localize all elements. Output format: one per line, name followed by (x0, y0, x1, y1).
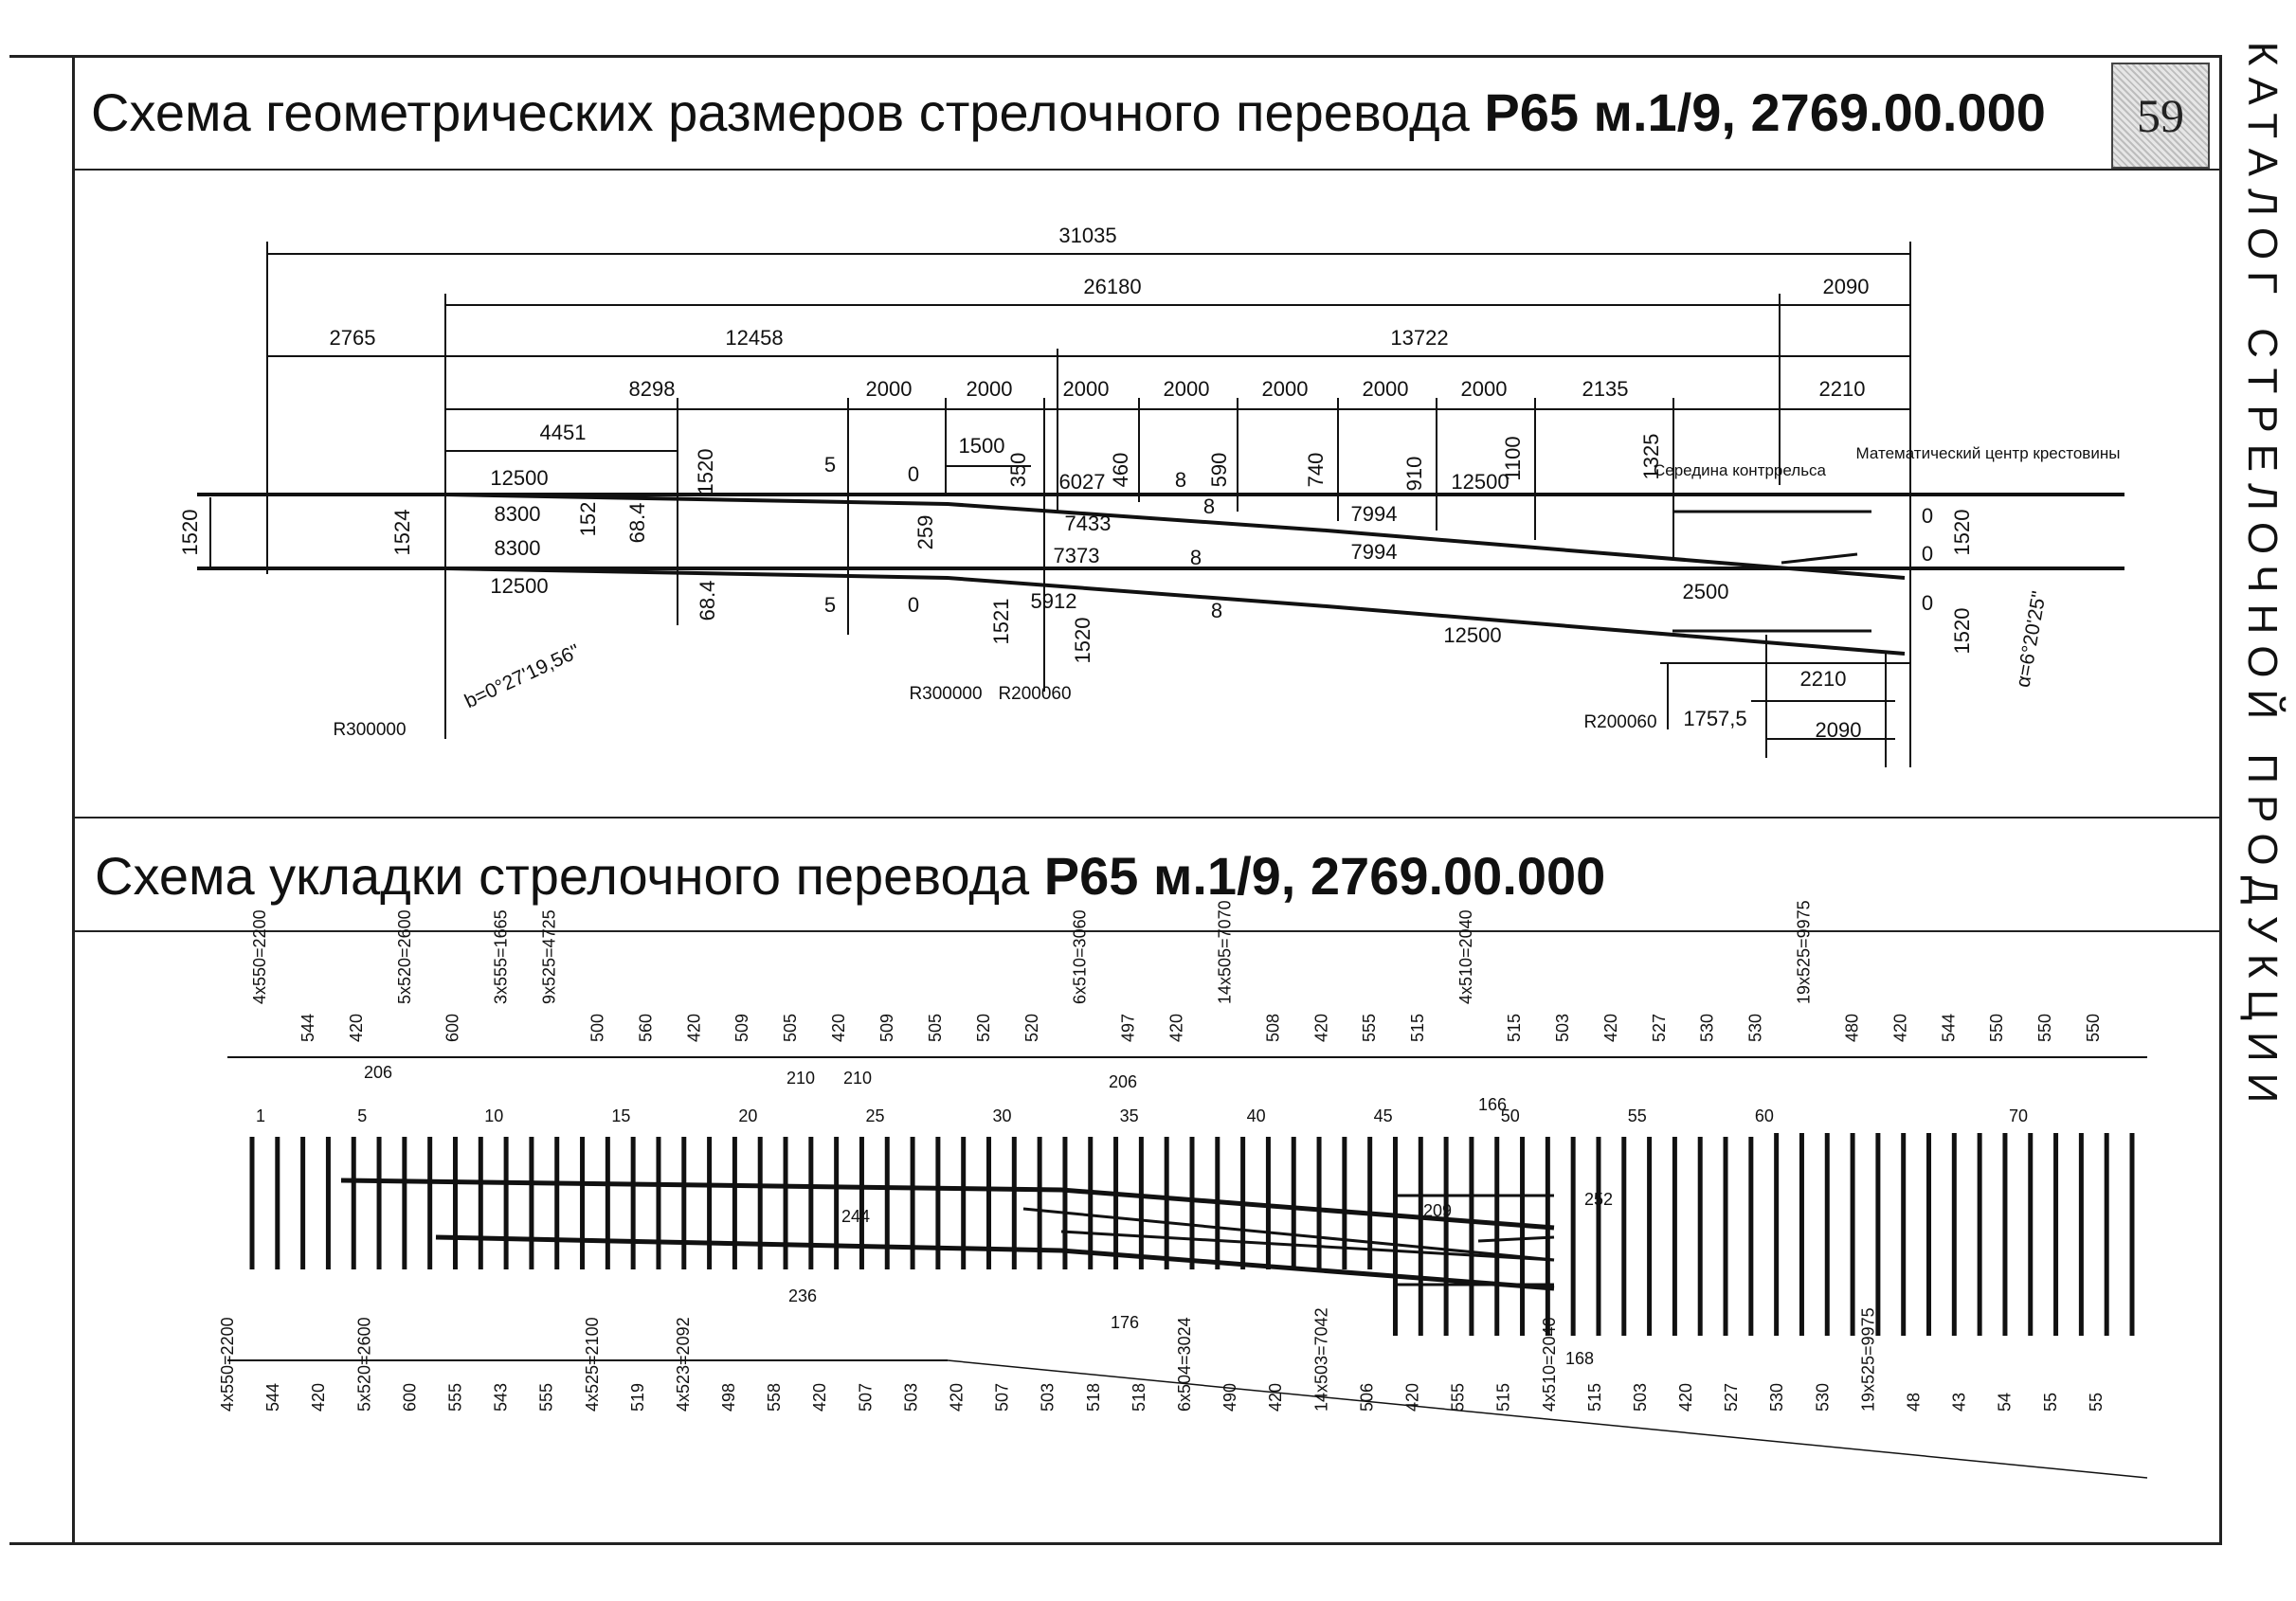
inner-dimension-label: 210 (843, 1069, 873, 1088)
top-spacing-label: 9x525=4725 (539, 909, 559, 1004)
callout-angle-b: b=0°27'19,56" (461, 639, 584, 713)
top-spacing-label: 544 (298, 1013, 317, 1042)
top-spacing-label: 505 (925, 1013, 945, 1042)
label-2090-bottom: 2090 (1815, 718, 1862, 742)
bottom-spacing-label: 420 (309, 1382, 329, 1412)
bottom-spacing-label: 600 (400, 1382, 420, 1412)
label-0-b: 0 (1921, 542, 1934, 566)
top-spacing-label: 4x550=2200 (250, 909, 269, 1004)
bottom-spacing-label: 420 (1676, 1382, 1696, 1412)
callout-r200060-right: R200060 (1583, 712, 1657, 732)
section1-title-bold: Р65 м.1/9, 2769.00.000 (1484, 82, 2046, 142)
label-12500-a: 12500 (490, 466, 549, 490)
top-spacing-label: 530 (1697, 1013, 1717, 1042)
bottom-spacing-label: 503 (901, 1382, 921, 1412)
sleeper-number: 10 (484, 1106, 504, 1125)
label-590: 590 (1207, 452, 1231, 488)
sleeper-number: 20 (738, 1106, 758, 1125)
label-8-d: 8 (1210, 599, 1223, 622)
dim-2000-b: 2000 (966, 377, 1013, 401)
dim-26180: 26180 (1083, 275, 1142, 298)
top-spacing-label: 4x510=2040 (1456, 909, 1476, 1004)
bottom-spacing-label: 507 (856, 1382, 876, 1412)
dim-2000-g: 2000 (1460, 377, 1508, 401)
bottom-spacing-label: 543 (491, 1382, 511, 1412)
top-spacing-label: 5x520=2600 (394, 909, 414, 1004)
top-spacing-label: 14x505=7070 (1215, 900, 1235, 1004)
sleeper-number: 15 (611, 1106, 631, 1125)
inner-dimension-label: 206 (1109, 1072, 1138, 1091)
inner-dimension-label: 252 (1584, 1190, 1614, 1209)
bottom-spacing-label: 490 (1220, 1382, 1240, 1412)
bottom-spacing-label: 4x550=2200 (218, 1317, 237, 1412)
layout-sleepers (252, 1133, 2132, 1336)
label-8300-b: 8300 (494, 536, 541, 560)
callout-r300000-left: R300000 (333, 720, 407, 740)
section1-title-regular: Схема геометрических размеров стрелочного перевода (91, 82, 1485, 142)
label-740: 740 (1304, 452, 1328, 488)
label-1521: 1521 (989, 598, 1013, 645)
dim-1500: 1500 (958, 434, 1005, 458)
label-350: 350 (1006, 452, 1030, 488)
label-12500-b: 12500 (490, 574, 549, 598)
label-460: 460 (1109, 452, 1132, 488)
top-spacing-label: 560 (636, 1013, 656, 1042)
dim-12458: 12458 (725, 326, 784, 350)
dim-2000-e: 2000 (1261, 377, 1309, 401)
sleeper-number: 30 (992, 1106, 1012, 1125)
inner-dimension-label: 166 (1478, 1095, 1508, 1114)
label-1524: 1524 (390, 509, 414, 556)
label-68-4-b: 68.4 (696, 580, 719, 621)
sleeper-number: 50 (1500, 1106, 1520, 1125)
sleeper-number: 5 (357, 1106, 368, 1125)
label-1520-vertical-1: 1520 (694, 448, 717, 495)
callout-mat-center: Математический центр крестовины (1855, 444, 2121, 462)
top-spacing-label: 527 (1649, 1013, 1669, 1042)
callout-seredina: Середина контррельса (1653, 461, 1827, 479)
label-259: 259 (913, 514, 937, 550)
top-spacing-label: 6x510=3060 (1070, 909, 1090, 1004)
dim-8298: 8298 (628, 377, 676, 401)
top-spacing-label: 555 (1360, 1013, 1380, 1042)
label-8-a: 8 (1174, 468, 1187, 492)
bottom-spacing-label: 503 (1630, 1382, 1650, 1412)
inner-dimension-label: 244 (841, 1207, 871, 1226)
label-7373: 7373 (1053, 544, 1100, 567)
bottom-spacing-label: 420 (947, 1382, 967, 1412)
label-8300-a: 8300 (494, 502, 541, 526)
top-spacing-label: 550 (2084, 1013, 2104, 1042)
label-1100: 1100 (1501, 436, 1525, 481)
bottom-spacing-label: 555 (536, 1382, 556, 1412)
bottom-spacing-label: 498 (719, 1382, 739, 1412)
callout-angle-alpha: α=6°20'25" (2012, 589, 2051, 690)
dim-2135: 2135 (1582, 377, 1629, 401)
top-spacing-label: 600 (443, 1013, 462, 1042)
top-spacing-label: 420 (1600, 1013, 1620, 1042)
bottom-spacing-label: 507 (992, 1382, 1012, 1412)
dim-2765: 2765 (329, 326, 376, 350)
top-spacing-label: 509 (732, 1013, 752, 1042)
section2-title-regular: Схема укладки стрелочного перевода (95, 846, 1044, 906)
dim-31035: 31035 (1058, 224, 1117, 247)
label-1520-right-b: 1520 (1950, 607, 1974, 655)
top-spacing-label: 515 (1408, 1013, 1428, 1042)
bottom-spacing-label: 4x510=2040 (1539, 1317, 1559, 1412)
callout-r300000-mid: R300000 (909, 684, 983, 704)
label-6027: 6027 (1058, 470, 1106, 494)
top-spacing-label: 509 (877, 1013, 896, 1042)
label-7433: 7433 (1064, 512, 1112, 535)
inner-dimension-label: 236 (788, 1286, 818, 1305)
label-12500-right: 12500 (1451, 470, 1510, 494)
dim-13722: 13722 (1390, 326, 1449, 350)
top-spacing-label: 503 (1552, 1013, 1572, 1042)
label-5-bottom: 5 (823, 593, 837, 617)
bottom-spacing-label: 6x504=3024 (1175, 1317, 1194, 1412)
label-68-4-a: 68.4 (625, 502, 649, 544)
bottom-spacing-label: 558 (765, 1382, 785, 1412)
label-910: 910 (1402, 456, 1426, 492)
bottom-spacing-label: 515 (1493, 1382, 1513, 1412)
bottom-spacing-label: 527 (1722, 1382, 1742, 1412)
bottom-spacing-label: 555 (445, 1382, 465, 1412)
top-spacing-label: 544 (1939, 1013, 1959, 1042)
label-152: 152 (576, 501, 600, 537)
bottom-spacing-label: 544 (263, 1382, 283, 1412)
top-spacing-label: 420 (1311, 1013, 1331, 1042)
callout-r200060-mid: R200060 (998, 684, 1072, 704)
label-0-a: 0 (1921, 504, 1934, 528)
label-0-bottom: 0 (907, 593, 920, 617)
dim-2000-c: 2000 (1062, 377, 1110, 401)
label-5-top: 5 (823, 453, 837, 477)
label-1757-5: 1757,5 (1683, 707, 1747, 730)
bottom-spacing-label: 19x525=9975 (1858, 1307, 1878, 1412)
top-spacing-label: 550 (2035, 1013, 2055, 1042)
bottom-spacing-label: 530 (1813, 1382, 1833, 1412)
sleeper-number: 70 (2008, 1106, 2028, 1125)
inner-dimension-label: 176 (1111, 1313, 1140, 1332)
bottom-spacing-label: 5x520=2600 (354, 1317, 374, 1412)
top-spacing-label: 515 (1505, 1013, 1524, 1042)
inner-dimension-label: 168 (1565, 1349, 1595, 1368)
bottom-spacing-label: 530 (1767, 1382, 1787, 1412)
page-number: 59 (2137, 89, 2184, 142)
label-8-c: 8 (1189, 546, 1202, 569)
sleeper-number: 35 (1119, 1106, 1139, 1125)
top-spacing-label: 530 (1745, 1013, 1765, 1042)
label-2500: 2500 (1682, 580, 1729, 603)
inner-dimension-label: 206 (364, 1063, 393, 1082)
layout-labels (218, 900, 2106, 1412)
dim-2000-a: 2000 (865, 377, 913, 401)
bottom-spacing-label: 503 (1038, 1382, 1058, 1412)
label-7994-a: 7994 (1350, 502, 1398, 526)
dim-2090-top: 2090 (1822, 275, 1870, 298)
dim-2210-top: 2210 (1818, 377, 1866, 401)
label-1520-vertical-2: 1520 (1071, 617, 1094, 664)
bottom-spacing-label: 515 (1584, 1382, 1604, 1412)
bottom-spacing-label: 54 (1995, 1392, 2015, 1412)
label-5912: 5912 (1030, 589, 1077, 613)
top-spacing-label: 420 (1166, 1013, 1186, 1042)
top-spacing-label: 550 (1987, 1013, 2007, 1042)
sleeper-number: 60 (1754, 1106, 1774, 1125)
bottom-spacing-label: 55 (2086, 1392, 2106, 1412)
side-caption-text: КАТАЛОГ СТРЕЛОЧНОЙ ПРОДУКЦИИ (2239, 41, 2286, 1115)
top-spacing-label: 420 (829, 1013, 849, 1042)
inner-dimension-label: 210 (786, 1069, 816, 1088)
bottom-spacing-label: 519 (627, 1382, 647, 1412)
label-1520-left: 1520 (178, 509, 202, 556)
bottom-spacing-label: 555 (1448, 1382, 1468, 1412)
top-spacing-label: 508 (1263, 1013, 1283, 1042)
top-spacing-label: 500 (588, 1013, 607, 1042)
bottom-spacing-label: 48 (1904, 1392, 1924, 1412)
top-spacing-label: 505 (781, 1013, 801, 1042)
dim-2000-f: 2000 (1362, 377, 1409, 401)
top-spacing-label: 420 (684, 1013, 704, 1042)
bottom-spacing-label: 518 (1083, 1382, 1103, 1412)
label-1325: 1325 (1639, 433, 1663, 480)
section2-title-bold: Р65 м.1/9, 2769.00.000 (1043, 846, 1606, 906)
layout-frame-lines (227, 1057, 2147, 1478)
label-7994-b: 7994 (1350, 540, 1398, 564)
label-0-top: 0 (907, 462, 920, 486)
dim-4451: 4451 (539, 421, 587, 444)
label-2210-bottom: 2210 (1799, 667, 1847, 691)
top-spacing-label: 520 (973, 1013, 993, 1042)
top-spacing-label: 480 (1842, 1013, 1862, 1042)
sleeper-number: 40 (1246, 1106, 1266, 1125)
bottom-spacing-label: 420 (810, 1382, 830, 1412)
sleeper-number: 25 (865, 1106, 885, 1125)
bottom-spacing-label: 55 (2040, 1392, 2060, 1412)
bottom-spacing-label: 14x503=7042 (1311, 1307, 1331, 1412)
sleeper-number: 1 (256, 1106, 266, 1125)
top-spacing-label: 420 (346, 1013, 366, 1042)
label-8-b: 8 (1202, 495, 1216, 518)
dim-2000-d: 2000 (1163, 377, 1210, 401)
bottom-spacing-label: 4x525=2100 (582, 1317, 602, 1412)
bottom-spacing-label: 4x523=2092 (673, 1317, 693, 1412)
top-spacing-label: 19x525=9975 (1794, 900, 1814, 1004)
bottom-spacing-label: 420 (1402, 1382, 1422, 1412)
sleeper-number: 55 (1627, 1106, 1647, 1125)
top-spacing-label: 420 (1890, 1013, 1910, 1042)
bottom-spacing-label: 506 (1357, 1382, 1377, 1412)
sleeper-number: 45 (1373, 1106, 1393, 1125)
label-0-c: 0 (1921, 591, 1934, 615)
top-spacing-label: 3x555=1665 (491, 909, 511, 1004)
bottom-spacing-label: 43 (1949, 1392, 1969, 1412)
bottom-spacing-label: 518 (1129, 1382, 1148, 1412)
label-12500-c: 12500 (1443, 623, 1502, 647)
top-spacing-label: 497 (1118, 1013, 1138, 1042)
bottom-spacing-label: 420 (1266, 1382, 1286, 1412)
inner-dimension-label: 209 (1423, 1201, 1453, 1220)
label-1520-right-a: 1520 (1950, 509, 1974, 556)
top-spacing-label: 520 (1021, 1013, 1041, 1042)
